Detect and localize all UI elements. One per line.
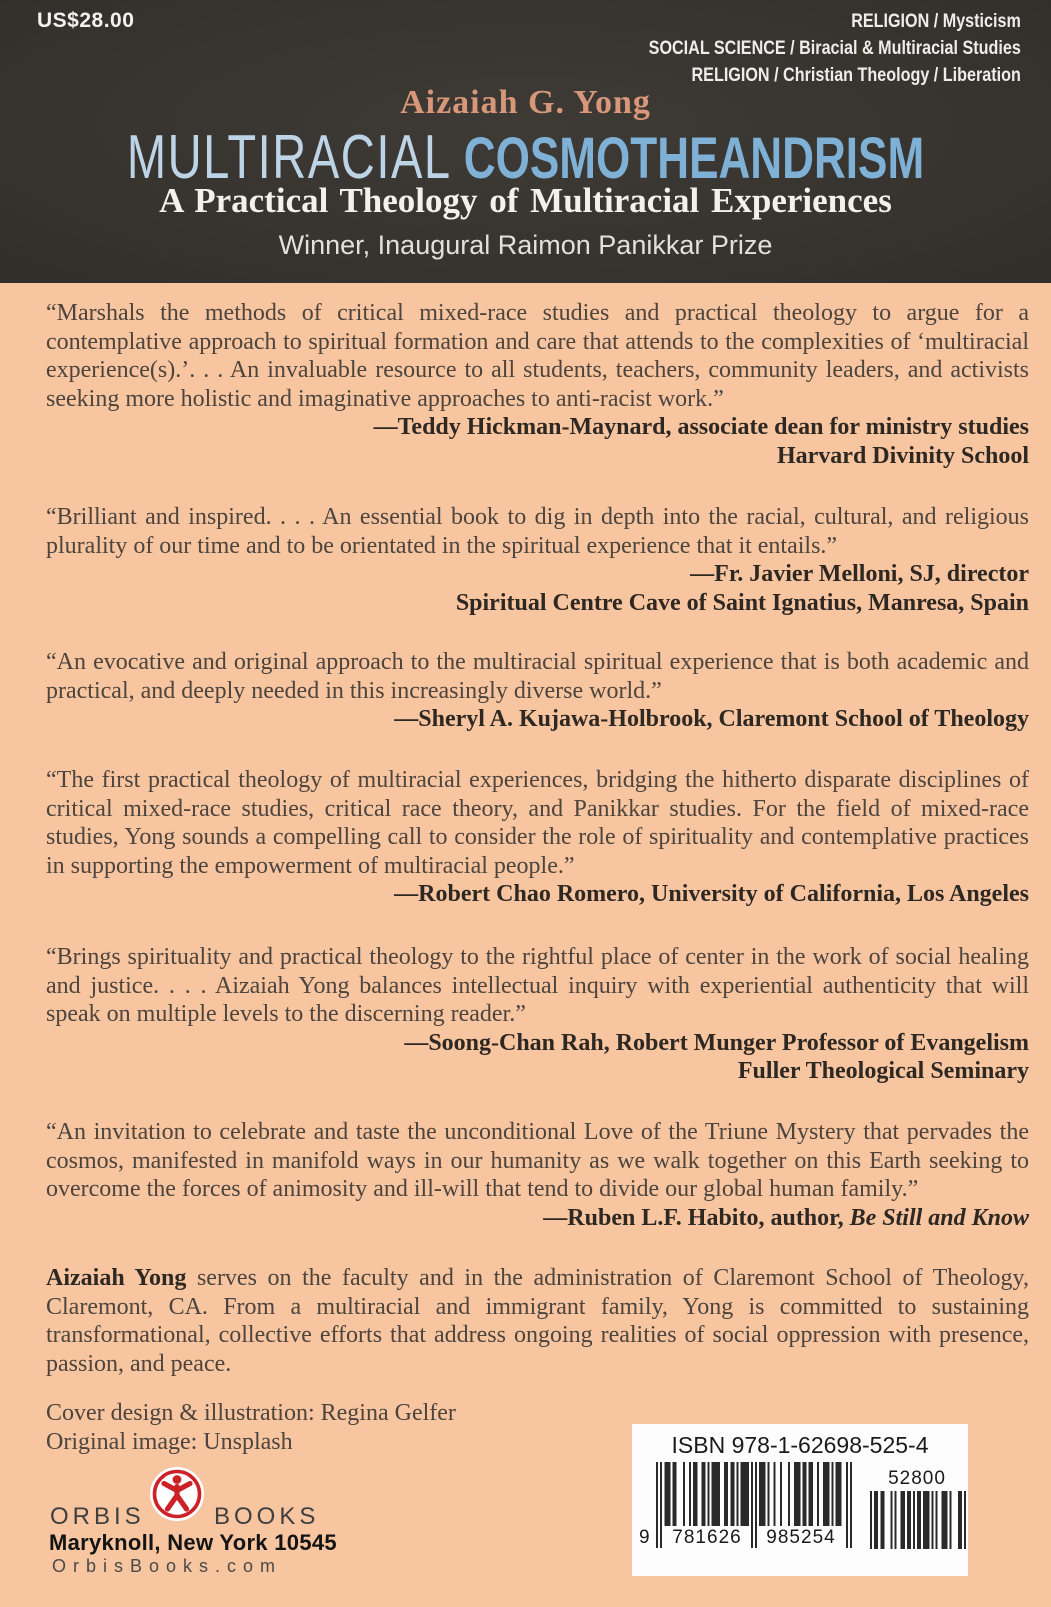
isbn-box bbox=[632, 1424, 968, 1576]
author-name: Aizaiah G. Yong bbox=[400, 84, 651, 121]
price-label: US$28.00 bbox=[37, 9, 135, 32]
quote-block bbox=[46, 648, 1029, 734]
quote-block bbox=[46, 943, 1029, 1086]
award-line: Winner, Inaugural Raimon Panikkar Prize bbox=[278, 230, 773, 260]
quote-attribution-line: —Sheryl A. Kujawa-Holbrook, Claremont School of Theology bbox=[394, 706, 1029, 732]
quote-attribution-line: Fuller Theological Seminary bbox=[737, 1058, 1029, 1084]
category-list bbox=[649, 8, 1021, 89]
category-item: RELIGION / Mysticism bbox=[851, 11, 1021, 32]
credit-line-image: Original image: Unsplash bbox=[46, 1429, 293, 1455]
bio-author-name: Aizaiah Yong bbox=[46, 1265, 187, 1291]
quote-block bbox=[46, 299, 1029, 470]
quote-attribution-line: —Fr. Javier Melloni, SJ, director bbox=[690, 561, 1029, 587]
category-item: RELIGION / Christian Theology / Liberation bbox=[691, 65, 1021, 86]
quote-text: “Marshals the methods of critical mixed-race studies and practical theology to argue for a contemplative approach to spiritual formation and care that attends to the complexities of ‘multiracial experience(s).’. . . An invaluable resource to all students, teachers, community leaders, and activists seeking more holistic and imaginative approaches to anti-racist work.” bbox=[46, 300, 1029, 412]
quote-block bbox=[46, 766, 1029, 909]
quote-attribution-line: Spiritual Centre Cave of Saint Ignatius, Manresa, Spain bbox=[455, 589, 1029, 616]
category-item: SOCIAL SCIENCE / Biracial & Multiracial Studies bbox=[648, 38, 1021, 59]
quote-block bbox=[46, 1118, 1029, 1232]
quote-text: “An invitation to celebrate and taste the unconditional Love of the Triune Mystery that pervades the cosmos, manifested in manifold ways in our humanity as we walk together on this Earth seeking to overcome the forces of animosity and ill-will that tend to divide our global human family.” bbox=[46, 1119, 1029, 1202]
title-word-cosmotheandrism: COSMOTHEANDRISM bbox=[463, 126, 925, 191]
book-subtitle: A Practical Theology of Multiracial Experiences bbox=[159, 181, 892, 220]
orbis-star-logo-icon bbox=[148, 1465, 206, 1523]
orbis-wordmark-left: ORBIS bbox=[50, 1503, 145, 1530]
publisher-website: OrbisBooks.com bbox=[52, 1556, 283, 1576]
quote-attribution-line bbox=[46, 1204, 1029, 1233]
isbn-barcode-area bbox=[639, 1462, 852, 1548]
quote-attribution-line: —Soong-Chan Rah, Robert Munger Professor of Evangelism bbox=[404, 1029, 1029, 1056]
barcode-digit-first: 9 bbox=[639, 1527, 650, 1548]
title-word-multiracial: MULTIRACIAL bbox=[126, 123, 452, 192]
quote-text: “Brilliant and inspired. . . . An essential book to dig in depth into the racial, cultural, and religious plurality of our time and to be orientated in the spiritual experience that it entails.” bbox=[46, 504, 1029, 559]
quote-block bbox=[46, 503, 1029, 617]
barcode-digits-left: 781626 bbox=[672, 1527, 742, 1548]
bio-text: serves on the faculty and in the administration of Claremont School of Theology, Claremont, CA. From a multiracial and immigrant family, Yong is committed to sustaining transformational, collective efforts that address ongoing realities of social oppression with presence, passion, and peace. bbox=[46, 1265, 1029, 1377]
bio-paragraph bbox=[46, 1264, 1029, 1378]
price-addon-barcode bbox=[868, 1491, 966, 1549]
credit-line-design: Cover design & illustration: Regina Gelfer bbox=[46, 1400, 456, 1426]
addon-number: 52800 bbox=[888, 1468, 946, 1489]
isbn-label: ISBN 978-1-62698-525-4 bbox=[671, 1432, 929, 1458]
header-band bbox=[0, 0, 1051, 283]
quote-attribution-line: Harvard Divinity School bbox=[776, 442, 1029, 469]
quote-text: “An evocative and original approach to the multiracial spiritual experience that is both academic and practical, and deeply needed in this increasingly diverse world.” bbox=[46, 649, 1029, 704]
price-addon-area bbox=[868, 1468, 966, 1554]
quote-text: “Brings spirituality and practical theology to the rightful place of center in the work of social healing and justice. . . . Aizaiah Yong balances intellectual inquiry with experiential authenticity that will speak on multiple levels to the discerning reader.” bbox=[46, 944, 1029, 1027]
quote-attribution-line: —Teddy Hickman-Maynard, associate dean for ministry studies bbox=[373, 414, 1029, 440]
publisher-address: Maryknoll, New York 10545 bbox=[49, 1530, 337, 1555]
barcode-digits-right: 985254 bbox=[766, 1527, 836, 1548]
quote-text: “The first practical theology of multiracial experiences, bridging the hitherto disparate disciplines of critical mixed-race studies, critical race theory, and Panikkar studies. For the field of mixed-race studies, Yong sounds a compelling call to consider the role of spirituality and contemplative practices in supporting the empowerment of multiracial people.” bbox=[46, 767, 1029, 879]
quote-attribution-line: —Robert Chao Romero, University of California, Los Angeles bbox=[394, 881, 1029, 907]
orbis-wordmark-right: BOOKS bbox=[214, 1503, 320, 1530]
quote-attribution-prefix: —Ruben L.F. Habito, author, bbox=[543, 1204, 850, 1231]
quote-attribution-book-title: Be Still and Know bbox=[849, 1204, 1029, 1231]
author-bio bbox=[46, 1264, 1029, 1378]
